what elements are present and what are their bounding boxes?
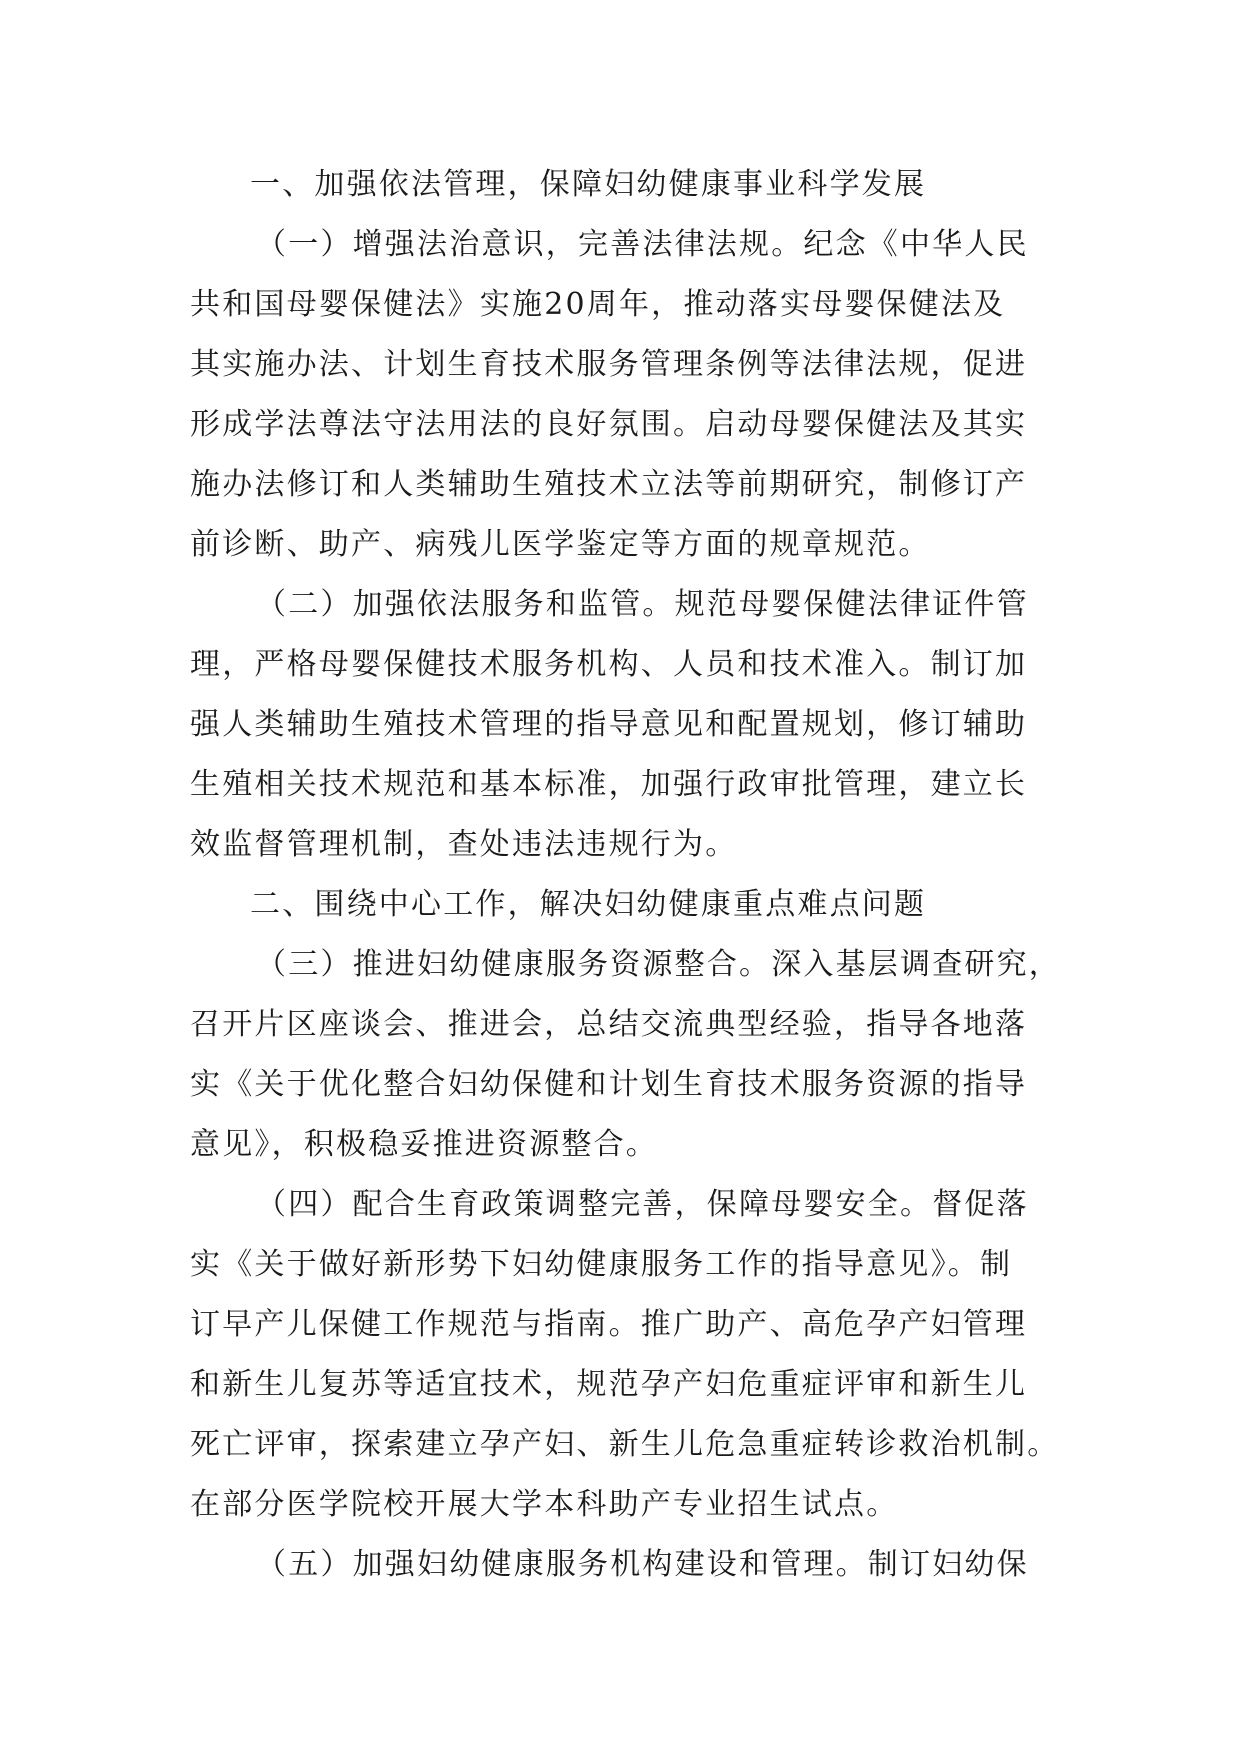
paragraph-line: （五）加强妇幼健康服务机构建设和管理。制订妇幼保	[256, 1547, 1029, 1582]
paragraph-line: 前诊断、助产、病残儿医学鉴定等方面的规章规范。	[190, 527, 931, 562]
paragraph-line: （二）加强依法服务和监管。规范母婴保健法律证件管	[256, 587, 1029, 622]
paragraph-item-3	[190, 935, 1061, 1175]
paragraph-line: 意见》，积极稳妥推进资源整合。	[190, 1127, 658, 1162]
paragraph-line: 在部分医学院校开展大学本科助产专业招生试点。	[190, 1487, 899, 1522]
paragraph-line: 其实施办法、计划生育技术服务管理条例等法律法规，促进	[190, 347, 1028, 382]
paragraph-line: 召开片区座谈会、推进会，总结交流典型经验，指导各地落	[190, 1007, 1028, 1042]
paragraph-line: 理，严格母婴保健技术服务机构、人员和技术准入。制订加	[190, 647, 1028, 682]
paragraph-line: 强人类辅助生殖技术管理的指导意见和配置规划，修订辅助	[190, 707, 1028, 742]
paragraph-line: 实《关于做好新形势下妇幼健康服务工作的指导意见》。制	[190, 1247, 1013, 1282]
paragraph-line: 和新生儿复苏等适宜技术，规范孕产妇危重症评审和新生儿	[190, 1367, 1028, 1402]
paragraph-line: （三）推进妇幼健康服务资源整合。深入基层调查研究，	[256, 947, 1061, 982]
paragraph-line: 生殖相关技术规范和基本标准，加强行政审批管理，建立长	[190, 767, 1028, 802]
paragraph-line: 订早产儿保健工作规范与指南。推广助产、高危孕产妇管理	[190, 1307, 1028, 1342]
paragraph-item-1	[190, 215, 1050, 575]
paragraph-line: 死亡评审，探索建立孕产妇、新生儿危急重症转诊救治机制。	[190, 1427, 1060, 1462]
paragraph-line: 共和国母婴保健法》实施20周年，推动落实母婴保健法及	[190, 287, 1006, 322]
paragraph-item-4	[190, 1175, 1060, 1535]
paragraph-line: （四）配合生育政策调整完善，保障母婴安全。督促落	[256, 1187, 1029, 1222]
paragraph-line: 效监督管理机制，查处违法违规行为。	[190, 827, 738, 862]
section-heading: 二、围绕中心工作，解决妇幼健康重点难点问题	[250, 887, 927, 922]
paragraph-item-5	[190, 1535, 1050, 1595]
paragraph-line: （一）增强法治意识，完善法律法规。纪念《中华人民	[256, 227, 1029, 262]
paragraph-line: 实《关于优化整合妇幼保健和计划生育技术服务资源的指导	[190, 1067, 1028, 1102]
paragraph-line: 形成学法尊法守法用法的良好氛围。启动母婴保健法及其实	[190, 407, 1028, 442]
paragraph-item-2	[190, 575, 1050, 875]
paragraph-line: 施办法修订和人类辅助生殖技术立法等前期研究，制修订产	[190, 467, 1028, 502]
section-heading: 一、加强依法管理，保障妇幼健康事业科学发展	[250, 167, 927, 202]
document-page	[190, 155, 1061, 1595]
